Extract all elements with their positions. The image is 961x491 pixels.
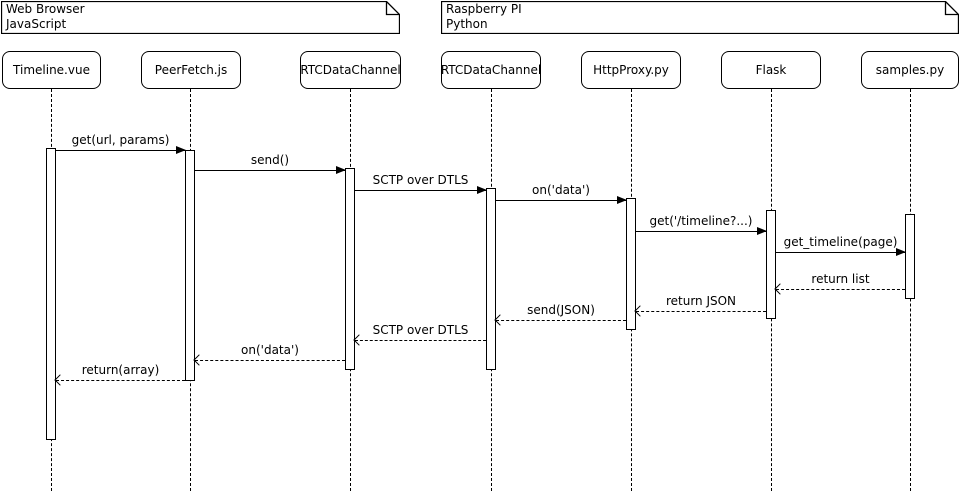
activation-rtcdatachannel-2 (486, 188, 496, 370)
arrowhead-filled-icon (336, 166, 346, 174)
activation-samples-py (905, 214, 915, 299)
message-label: on('data') (532, 183, 590, 197)
arrowhead-filled-icon (617, 196, 627, 204)
frame-subtitle: JavaScript (6, 17, 67, 31)
message-label: get('/timeline?...) (649, 214, 753, 228)
frame-subtitle: Python (446, 17, 488, 31)
message-line (56, 380, 185, 381)
message-label: SCTP over DTLS (372, 323, 469, 337)
participant-label: Timeline.vue (13, 63, 90, 77)
participant-label: RTCDataChannel (440, 63, 542, 77)
participant-flask (721, 51, 821, 89)
arrowhead-filled-icon (176, 146, 186, 154)
participant-httpproxy-py (581, 51, 681, 89)
participant-label: HttpProxy.py (593, 63, 669, 77)
frame-title: Raspberry PI (446, 2, 522, 16)
participant-label: samples.py (875, 63, 945, 77)
message-line (496, 320, 626, 321)
participant-rtcdatachannel-1 (300, 51, 401, 89)
message-label: send(JSON) (527, 303, 595, 317)
message-line (636, 231, 766, 232)
activation-timeline-vue (46, 148, 56, 440)
message-label: on('data') (241, 343, 299, 357)
message-label: return JSON (665, 294, 737, 308)
message-line (355, 190, 486, 191)
participant-rtcdatachannel-2 (441, 51, 541, 89)
message-line (776, 252, 905, 253)
participant-peerfetch-js (141, 51, 241, 89)
frame-note-web-browser (6, 2, 85, 32)
message-line (496, 200, 626, 201)
participant-label: RTCDataChannel (300, 63, 401, 77)
message-line (355, 340, 486, 341)
message-line (776, 289, 905, 290)
activation-peerfetch-js (185, 150, 195, 381)
message-label: send() (250, 153, 290, 167)
message-line (195, 360, 345, 361)
frame-title: Web Browser (6, 2, 85, 16)
arrowhead-filled-icon (477, 186, 487, 194)
participant-timeline-vue (2, 51, 101, 89)
arrowhead-filled-icon (757, 227, 767, 235)
activation-flask (766, 210, 776, 319)
arrowhead-filled-icon (896, 248, 906, 256)
message-label: return(array) (81, 363, 160, 377)
participant-samples-py (861, 51, 959, 89)
message-label: get(url, params) (71, 133, 170, 147)
message-label: SCTP over DTLS (372, 173, 469, 187)
frame-note-raspberry-pi (446, 2, 522, 32)
participant-label: Flask (755, 63, 787, 77)
message-line (636, 311, 766, 312)
participant-label: PeerFetch.js (154, 63, 228, 77)
message-label: get_timeline(page) (783, 235, 898, 249)
message-line (195, 170, 345, 171)
message-label: return list (811, 272, 870, 286)
message-line (56, 150, 185, 151)
